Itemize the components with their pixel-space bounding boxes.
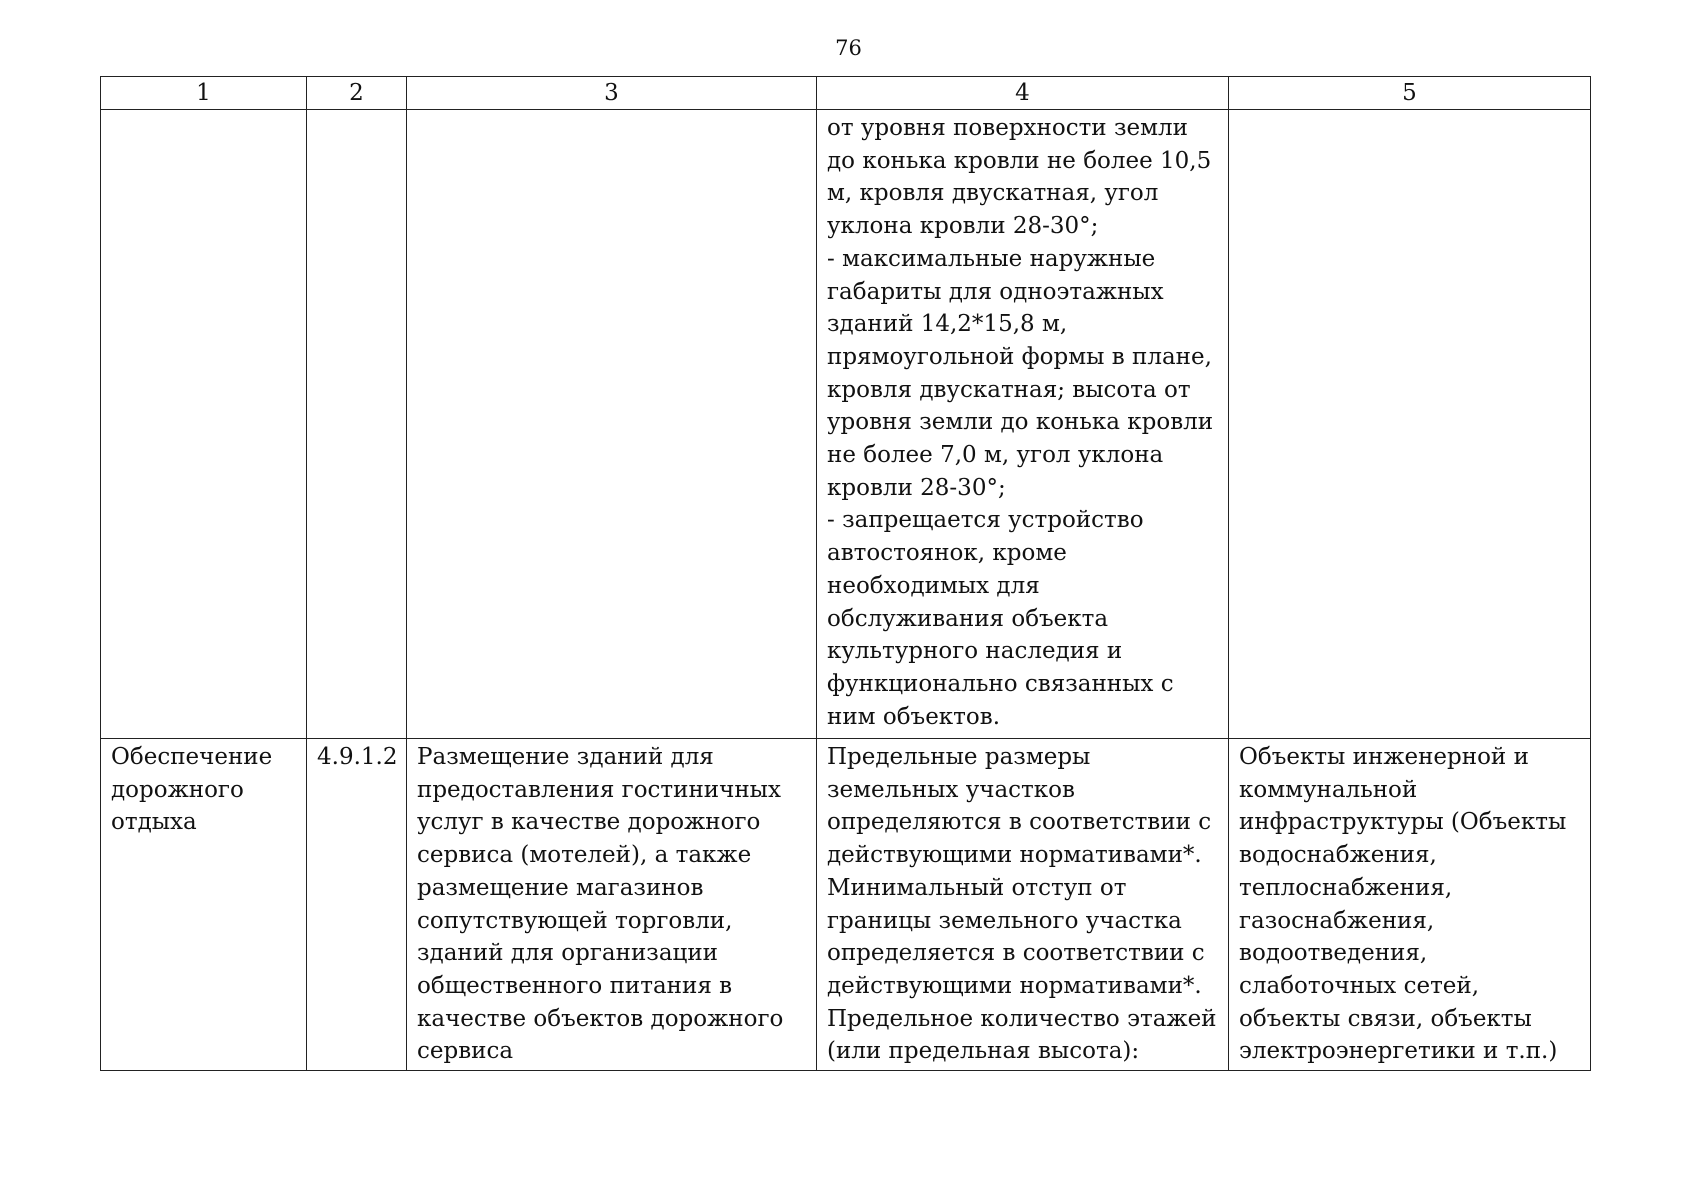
table-cell — [817, 739, 1229, 1071]
header-cell: 1 — [101, 77, 307, 110]
limit-parameters: Предельные размеры земельных участков определяются в соответствии с действующими нормативами*. Минимальный отступ от границы земельного участка определяется в соответствии с действующими нормативами*. Предельное количество этажей (или предельная высота): — [827, 744, 1217, 1065]
table-cell — [101, 739, 307, 1071]
table-cell — [1229, 110, 1591, 739]
use-type-code: 4.9.1.2 — [317, 744, 398, 770]
header-cell: 2 — [307, 77, 407, 110]
table-cell — [307, 110, 407, 739]
auxiliary-uses: Объекты инженерной и коммунальной инфраструктуры (Объекты водоснабжения, теплоснабжения, газоснабжения, водоотведения, слаботочных сетей, объекты связи, объекты электроэнергетики и т.п.) — [1239, 744, 1567, 1065]
header-cell: 4 — [817, 77, 1229, 110]
cell-text: от уровня поверхности земли до конька кровли не более 10,5 м, кровля двускатная, угол уклона кровли 28-30°; - максимальные наружные габариты для одноэтажных зданий 14,2*15,8 м, прямоугольной формы в плане, кровля двускатная; высота от уровня земли до конька кровли не более 7,0 м, угол уклона кровли 28-30°; - запрещается устройство автостоянок, кроме необходимых для обслуживания объекта культурного наследия и функционально связанных с ним объектов. — [827, 115, 1214, 730]
page-number: 76 — [835, 36, 862, 60]
header-cell: 5 — [1229, 77, 1591, 110]
table-cell — [407, 739, 817, 1071]
table-cell — [307, 739, 407, 1071]
use-description: Размещение зданий для предоставления гостиничных услуг в качестве дорожного сервиса (мотелей), а также размещение магазинов сопутствующей торговли, зданий для организации общественного питания в качестве объектов дорожного сервиса — [417, 744, 784, 1065]
table-cell — [407, 110, 817, 739]
table-header-row — [101, 77, 1591, 110]
use-type-name: Обеспечение дорожного отдыха — [111, 744, 273, 836]
table-row — [101, 110, 1591, 739]
table-cell — [101, 110, 307, 739]
zoning-table — [100, 76, 1591, 1071]
table-cell — [1229, 739, 1591, 1071]
table-row — [101, 739, 1591, 1071]
table-cell — [817, 110, 1229, 739]
header-cell: 3 — [407, 77, 817, 110]
